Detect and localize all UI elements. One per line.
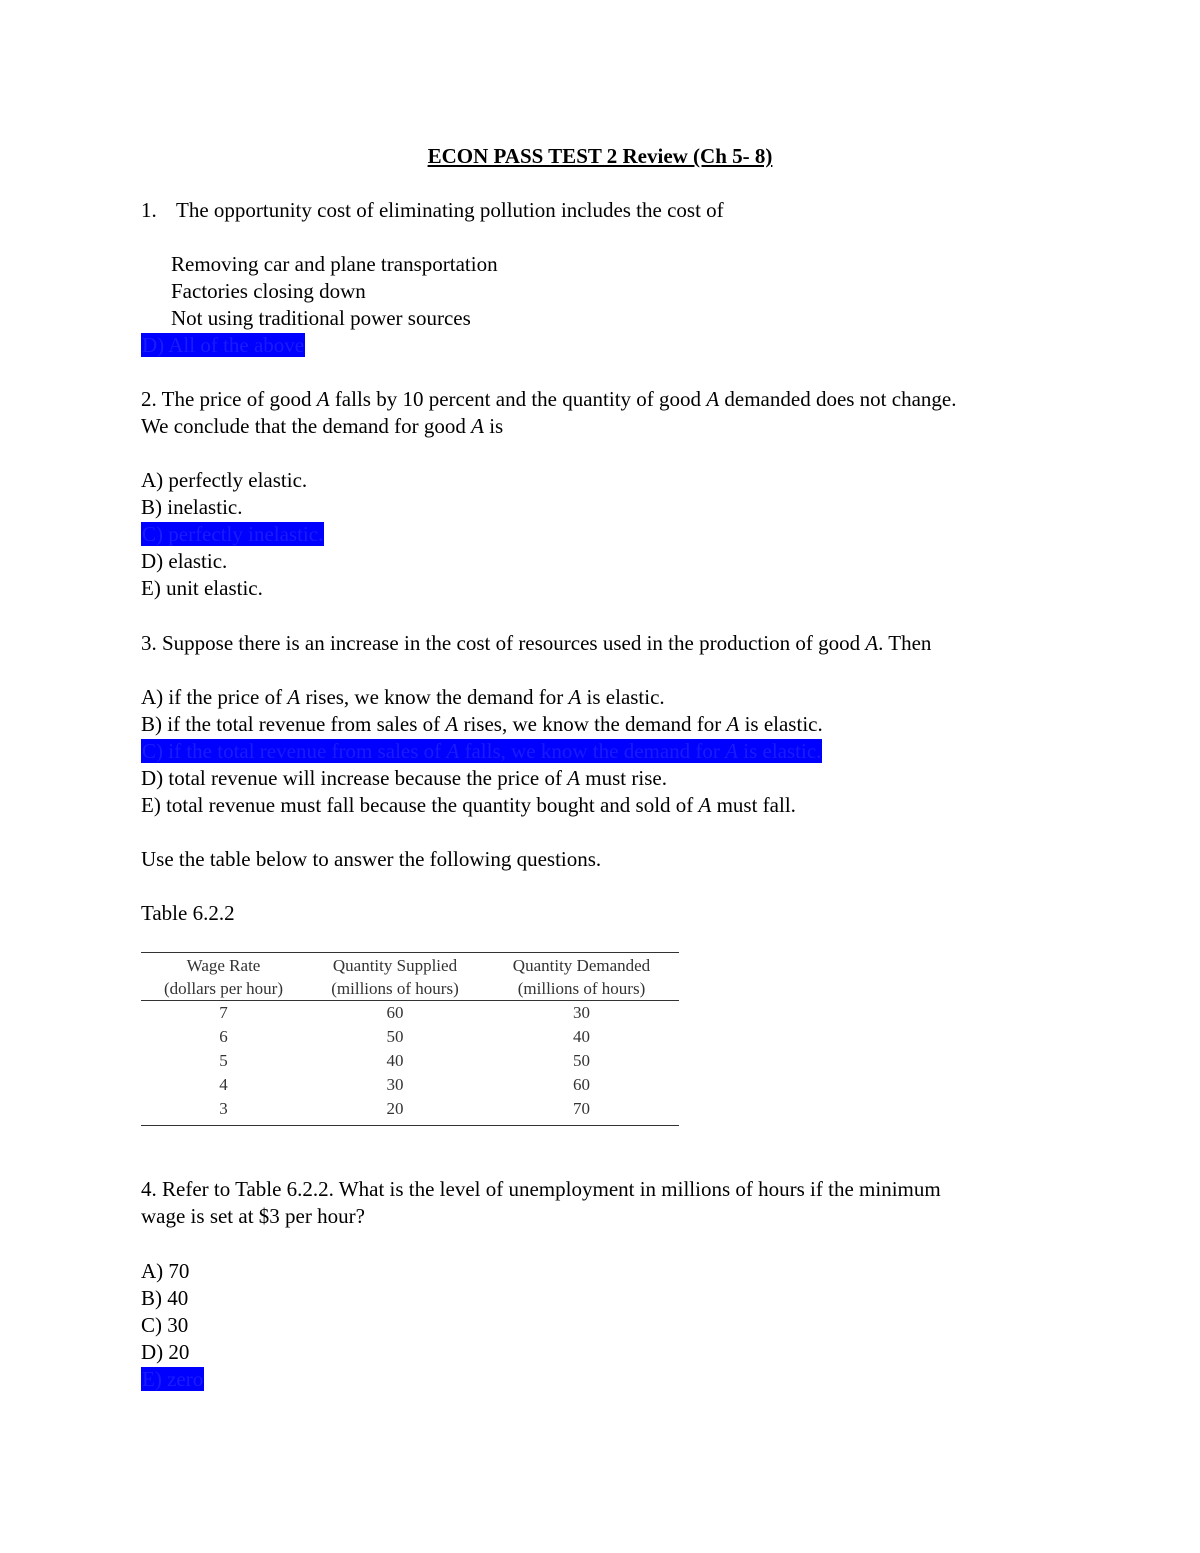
table-row xyxy=(141,1049,679,1073)
data-table xyxy=(141,952,679,1126)
variable: A xyxy=(706,387,720,411)
variable: A xyxy=(726,712,740,736)
text-segment: B) if the total revenue from sales of xyxy=(141,712,446,736)
variable: A xyxy=(471,414,484,438)
question-text: The opportunity cost of eliminating pollution includes the cost of xyxy=(176,198,724,222)
variable: A xyxy=(568,685,582,709)
text-segment: is elastic. xyxy=(738,739,822,763)
text-segment: D) total revenue will increase because the price of xyxy=(141,766,568,790)
highlighted-answer xyxy=(141,738,822,764)
text-segment: C) if the total revenue from sales of xyxy=(142,739,447,763)
text-segment: is elastic. xyxy=(739,712,823,736)
table-cell: 40 xyxy=(386,1051,404,1070)
list-item: Removing car and plane transportation xyxy=(171,252,498,276)
table-cell: 20 xyxy=(386,1099,404,1118)
table-row xyxy=(141,1025,679,1049)
column-header xyxy=(141,954,306,1000)
table-row xyxy=(141,1073,679,1097)
answer-option: D) elastic. xyxy=(141,549,228,573)
variable: A xyxy=(446,739,460,763)
header-line: (dollars per hour) xyxy=(164,979,283,998)
list-item: Not using traditional power sources xyxy=(171,306,471,330)
text-segment: falls by 10 percent and the quantity of good xyxy=(329,387,707,411)
text-segment: 3. Suppose there is an increase in the cost of resources used in the production of good xyxy=(141,631,866,655)
table-cell: 30 xyxy=(386,1075,404,1094)
text-segment: E) total revenue must fall because the quantity bought and sold of xyxy=(141,793,699,817)
highlighted-answer xyxy=(141,1366,204,1392)
table-cell: 30 xyxy=(573,1003,590,1022)
table-cell: 3 xyxy=(219,1099,228,1118)
list-item: Factories closing down xyxy=(171,279,366,303)
variable: A xyxy=(287,685,301,709)
table-cell: 5 xyxy=(219,1051,228,1070)
table-cell: 4 xyxy=(219,1075,228,1094)
table-row xyxy=(141,1097,679,1121)
text-segment: must rise. xyxy=(580,766,667,790)
answer-text xyxy=(141,739,822,763)
highlighted-answer xyxy=(141,521,324,547)
answer-option: B) inelastic. xyxy=(141,495,243,519)
column-header xyxy=(484,954,679,1000)
answer-option: A) perfectly elastic. xyxy=(141,468,308,492)
question-2-prompt-line-1 xyxy=(141,386,956,412)
answer-option: D) 20 xyxy=(141,1340,190,1364)
page-title: ECON PASS TEST 2 Review (Ch 5- 8) xyxy=(427,144,773,168)
answer-option xyxy=(141,711,823,737)
highlighted-answer xyxy=(141,332,305,358)
header-line: Quantity Demanded xyxy=(512,956,651,975)
table-cell: 70 xyxy=(573,1099,590,1118)
text-segment: is elastic. xyxy=(581,685,665,709)
header-line: Wage Rate xyxy=(186,956,261,975)
variable: A xyxy=(698,793,712,817)
table-cell: 50 xyxy=(573,1051,590,1070)
answer-option xyxy=(141,765,667,791)
answer-option xyxy=(141,792,796,818)
answer-option xyxy=(141,684,665,710)
text-segment: is xyxy=(483,414,504,438)
question-2-prompt-line-2 xyxy=(141,413,503,439)
text-segment: We conclude that the demand for good xyxy=(141,414,472,438)
text-segment: rises, we know the demand for xyxy=(300,685,569,709)
header-line: Quantity Supplied xyxy=(332,956,458,975)
table-intro: Use the table below to answer the following questions. xyxy=(141,847,602,871)
variable: A xyxy=(725,739,738,763)
question-3-prompt xyxy=(141,630,931,656)
table-cell: 60 xyxy=(573,1075,590,1094)
table-row xyxy=(141,1001,679,1025)
header-line: (millions of hours) xyxy=(517,979,646,998)
variable: A xyxy=(316,387,330,411)
answer-option: A) 70 xyxy=(141,1259,190,1283)
text-segment: must fall. xyxy=(711,793,796,817)
answer-option: E) unit elastic. xyxy=(141,576,263,600)
text-segment: demanded does not change. xyxy=(719,387,957,411)
text-segment: 2. The price of good xyxy=(141,387,317,411)
variable: A xyxy=(445,712,459,736)
answer-text: E) zero xyxy=(142,1367,204,1391)
answer-option: B) 40 xyxy=(141,1286,189,1310)
variable: A xyxy=(567,766,581,790)
text-segment: A) if the price of xyxy=(141,685,288,709)
answer-text: C) perfectly inelastic. xyxy=(142,522,324,546)
table-cell: 40 xyxy=(573,1027,590,1046)
question-4-prompt-line-2: wage is set at $3 per hour? xyxy=(141,1204,365,1228)
header-line: (millions of hours) xyxy=(331,979,459,998)
table-header xyxy=(141,953,679,1001)
text-segment: falls, we know the demand for xyxy=(459,739,726,763)
question-4-prompt-line-1: 4. Refer to Table 6.2.2. What is the level of unemployment in millions of hours if the minimum xyxy=(141,1177,941,1201)
question-number: 1. xyxy=(141,198,157,222)
table-caption: Table 6.2.2 xyxy=(141,901,235,925)
question-1-prompt xyxy=(141,197,724,223)
variable: A xyxy=(865,631,879,655)
table-cell: 6 xyxy=(219,1027,228,1046)
column-header xyxy=(306,954,484,1000)
text-segment: . Then xyxy=(878,631,932,655)
table-cell: 50 xyxy=(386,1027,404,1046)
table-cell: 60 xyxy=(386,1003,404,1022)
table-body xyxy=(141,1001,679,1121)
table-cell: 7 xyxy=(219,1003,228,1022)
answer-option: C) 30 xyxy=(141,1313,189,1337)
text-segment: rises, we know the demand for xyxy=(458,712,727,736)
answer-text: D) All of the above xyxy=(142,333,305,357)
